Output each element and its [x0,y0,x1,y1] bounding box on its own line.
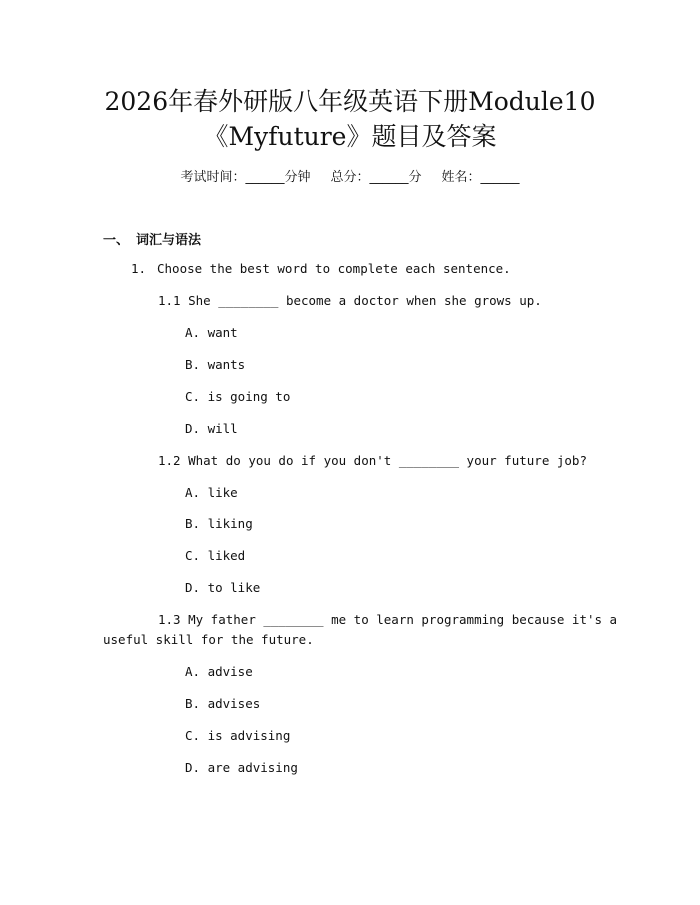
exam-time: 考试时间：______分钟 [180,170,311,185]
question-1-1-number: 1.1 [158,293,181,308]
question-1-prompt: 1. Choose the best word to complete each sentence. [131,259,511,279]
question-1-number: 1. [131,261,147,276]
question-1-3-line-2: useful skill for the future. [103,632,314,647]
document-title-line-1: 2026年春外研版八年级英语下册Module10 [104,87,596,116]
exam-name: 姓名：______ [441,170,520,185]
option-1-1-c: C. is going to [185,389,291,404]
option-1-3-c: C. is advising [185,728,291,743]
question-1-2 [158,451,587,471]
question-1-3-text-1: My father ________ me to learn programming because it's a [188,612,618,627]
section-number: 一、 [103,233,130,248]
question-1-2-number: 1.2 [158,453,181,468]
question-1-1-text: She ________ become a doctor when she grows up. [188,293,542,308]
option-1-3-b: B. advises [185,696,261,711]
exam-total-score: 总分：______分 [330,170,422,185]
option-1-2-d: D. to like [185,580,261,595]
option-1-1-b: B. wants [185,357,246,372]
document-title-line-2: 《Myfuture》题目及答案 [203,122,497,151]
option-1-2-a: A. like [185,485,238,500]
section-heading [103,229,201,248]
section-title: 词汇与语法 [136,233,202,248]
question-1-3-number: 1.3 [158,612,181,627]
question-1-1 [158,291,542,311]
question-1-3-line-1 [158,610,617,630]
option-1-1-a: A. want [185,325,238,340]
option-1-2-c: C. liked [185,548,246,563]
exam-meta [0,166,700,185]
question-1-2-text: What do you do if you don't ________ your future job? [188,453,587,468]
option-1-3-a: A. advise [185,664,253,679]
option-1-3-d: D. are advising [185,760,298,775]
option-1-2-b: B. liking [185,516,253,531]
option-1-1-d: D. will [185,421,238,436]
